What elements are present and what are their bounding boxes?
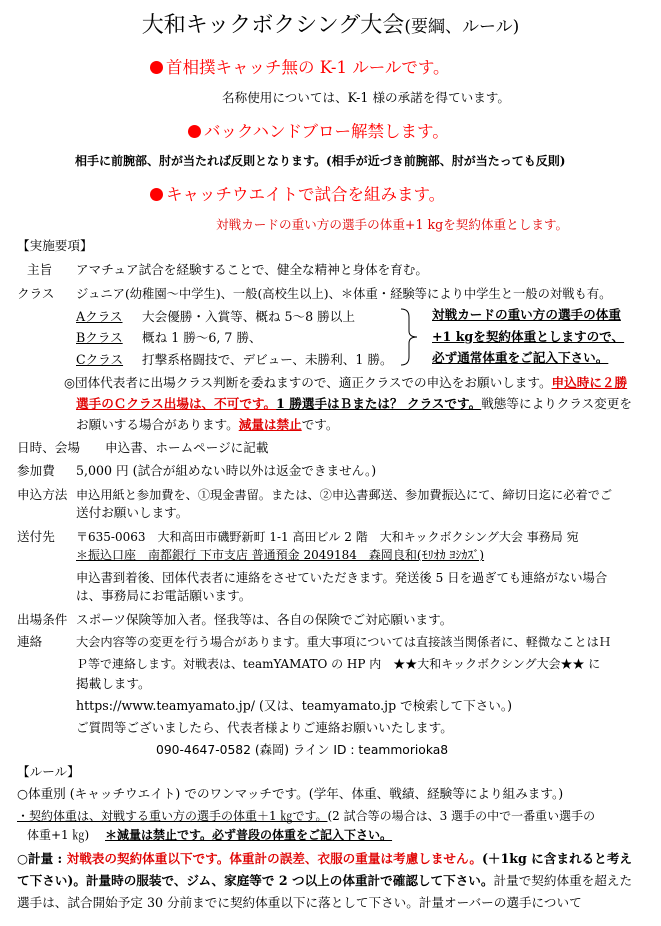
red-bullet-icon (150, 61, 163, 74)
rule-2d: ＊減量は禁止です。必ず普段の体重をご記入下さい。 (105, 828, 393, 842)
class-b-name: Bクラス (76, 330, 123, 345)
highlight-2-heading: バックハンドブロー解禁します。 (204, 122, 449, 141)
brace-icon (399, 307, 419, 367)
class-note-red2: 選手のＣクラス出場は、不可です。 (76, 396, 277, 411)
rule-3-line2b: 計量で契約体重を超えた (493, 873, 633, 888)
contact-label: 連絡 (17, 634, 43, 649)
class-a-desc: 大会優勝・入賞等、概ね 5〜8 勝以上 (142, 309, 355, 324)
class-note-part3: 戦態等によりクラス変更を (481, 396, 632, 411)
class-note-part1: ◎団体代表者に出場クラス判断を委ねますので、適正クラスでの申込をお願いします。 (64, 375, 552, 390)
highlight-1 (150, 54, 450, 78)
rule-2b: (2 試合等の場合は、3 選手の中で一番重い選手の (327, 809, 596, 823)
rule-2-line2 (27, 827, 392, 843)
page-title (0, 8, 661, 39)
classes-label: クラス (17, 286, 55, 301)
rule-3-line2 (17, 873, 632, 889)
fee-label: 参加費 (17, 463, 55, 478)
class-a-name: Aクラス (76, 309, 123, 324)
apply-line1: 申込用紙と参加費を、①現金書留。または、②申込書郵送、参加費振込にて、締切日迄に必着でご (76, 488, 613, 502)
rule-3-line2a: て下さい)。計量時の服装で、ジム、家庭等で 2 つ以上の体重計で確認して下さい。 (17, 873, 494, 888)
class-note-line3 (76, 417, 338, 433)
contact-phone: 090-4647-0582 (森岡) ライン ID : teammorioka8 (156, 743, 449, 757)
rule-2a: ・契約体重は、対戦する重い方の選手の体重＋1 ㎏です。 (17, 809, 328, 823)
class-b-desc: 概ね 1 勝〜6, 7 勝、 (142, 330, 262, 345)
class-note-red1: 申込時に２勝 (551, 375, 628, 390)
send-to-label: 送付先 (17, 529, 55, 544)
class-note-part5: です。 (301, 417, 339, 432)
send-to-line4: は、事務局にお電話願います。 (76, 588, 252, 603)
brace-note-1: 対戦カードの重い方の選手の体重 (432, 307, 621, 322)
brace-note-3: 必ず通常体重をご記入下さい。 (432, 350, 609, 365)
purpose-text: アマチュア試合を経験することで、健全な精神と身体を育む。 (76, 262, 428, 277)
highlight-3-heading: キャッチウエイトで試合を組みます。 (166, 185, 446, 204)
fee-text: 5,000 円 (試合が組めない時以外は返金できません。) (76, 463, 377, 478)
rule-2-line1 (17, 808, 595, 824)
class-c-name: Cクラス (76, 352, 124, 367)
title-sub: (要綱、ルール) (404, 17, 520, 37)
class-c-desc: 打撃系格闘技で、デビュー、未勝利、1 勝。 (142, 352, 393, 367)
section-rules: 【ルール】 (17, 764, 80, 779)
highlight-2-note: 相手に前腕部、肘が当たれば反則となります。(相手が近づき前腕部、肘が当たっても反則) (75, 154, 566, 168)
rule-1: ○体重別 (キャッチウエイト) でのワンマッチです。(学年、体重、戦績、経験等により組みます。) (17, 786, 564, 801)
class-note-line2 (76, 396, 632, 412)
highlight-3-note: 対戦カードの重い方の選手の体重+1 kgを契約体重とします。 (216, 217, 569, 232)
contact-url-line: https://www.teamyamato.jp/ (又は、teamyamato.jp で検索して下さい。) (76, 698, 513, 713)
send-to-line3: 申込書到着後、団体代表者に連絡をさせていただきます。発送後 5 日を過ぎても連絡がない場合 (76, 571, 608, 585)
rule-3-red: 対戦表の契約体重以下です。体重計の誤差、衣服の重量は考慮しません。 (66, 851, 482, 866)
eligibility-text: スポーツ保険等加入者。怪我等は、各自の保険でご対応願います。 (76, 612, 453, 627)
send-to-address: 〒635-0063 大和高田市磯野新町 1-1 高田ビル 2 階 大和キックボクシング大会 事務局 宛 (76, 530, 579, 544)
classes-intro: ジュニア(幼稚園〜中学生)、一般(高校生以上)、＊体重・経験等により中学生と一般の対戦も有。 (76, 287, 612, 301)
contact-line1: 大会内容等の変更を行う場合があります。重大事項については直接該当関係者に、軽微なことはＨ (76, 635, 612, 649)
class-note-part2: 1 勝選手はＢまたは？ クラスです。 (276, 396, 482, 411)
red-bullet-icon (150, 188, 163, 201)
highlight-1-heading: 首相撲キャッチ無の K-1 ルールです。 (166, 58, 450, 77)
rule-3-line3: 選手は、試合開始予定 30 分前までに契約体重以下に落として下さい。計量オーバーの選手について (17, 895, 582, 910)
highlight-3 (150, 181, 445, 205)
class-note-red3: 減量は禁止 (238, 417, 302, 432)
schedule-label: 日時、会場 (17, 440, 80, 455)
rule-3-rest: (＋1kg に含まれると考え (481, 851, 632, 866)
contact-line3: 掲載します。 (76, 676, 151, 691)
highlight-1-note: 名称使用については、K-1 様の承諾を得ています。 (222, 90, 510, 105)
send-to-bank: ＊振込口座 南都銀行 下市支店 普通預金 2049184 森岡良和(ﾓﾘｵｶ ﾖｼｶｽﾞ) (76, 548, 485, 562)
brace-note-2: +1 kgを契約体重としますので、 (432, 329, 625, 344)
schedule-text: 申込書、ホームページに記載 (105, 440, 269, 455)
rule-2c: 体重+1 ㎏) (27, 828, 90, 842)
eligibility-label: 出場条件 (17, 612, 68, 627)
title-main: 大和キックボクシング大会 (141, 13, 405, 38)
rule-3-line1 (17, 851, 632, 867)
contact-line2: Ｐ等で連絡します。対戦表は、teamYAMATO の HP 内 ★★大和キックボクシング大会★★ に (76, 657, 601, 671)
contact-question: ご質問等ございましたら、代表者様よりご連絡お願いいたします。 (76, 720, 453, 735)
class-note-line1 (64, 375, 627, 391)
purpose-label: 主旨 (27, 262, 53, 277)
highlight-2 (188, 118, 449, 142)
section-implementation: 【実施要項】 (17, 238, 93, 253)
red-bullet-icon (188, 125, 201, 138)
class-note-part4: お願いする場合があります。 (76, 417, 239, 432)
apply-line2: 送付お願いします。 (76, 505, 189, 520)
apply-label: 申込方法 (17, 487, 68, 502)
rule-3-label: ○計量 : (17, 851, 67, 866)
